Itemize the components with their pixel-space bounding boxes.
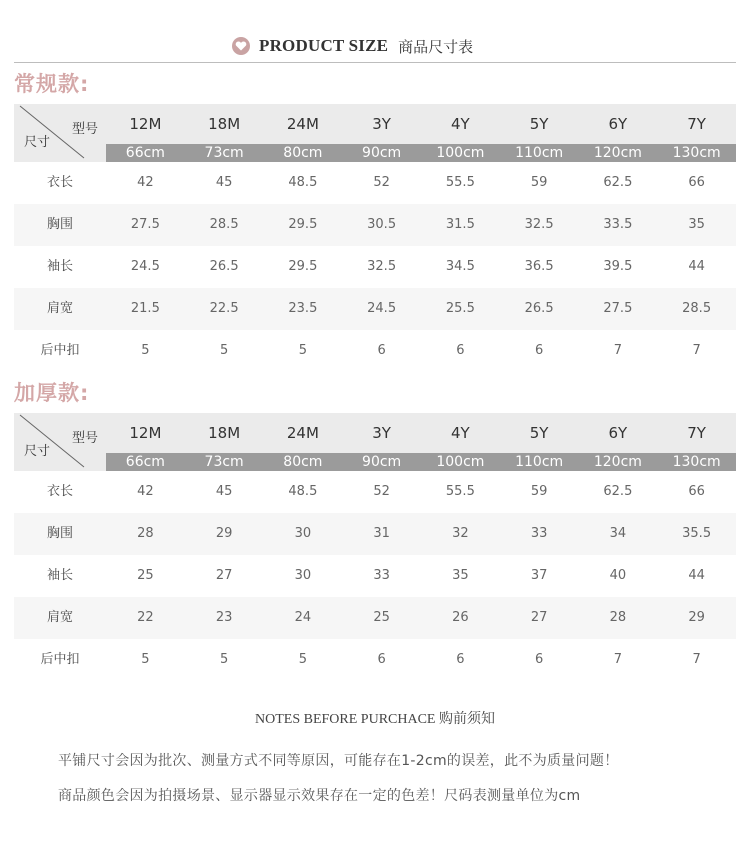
note-line: 商品颜色会因为拍摄场景、显示器显示效果存在一定的色差！尺码表测量单位为cm [58, 788, 581, 804]
table-cell: 31 [373, 526, 390, 541]
table-cell: 45 [215, 484, 233, 499]
page-title-cn: 商品尺寸表 [398, 37, 474, 56]
height-column-header: 130cm [672, 145, 721, 161]
size-column-header: 7Y [687, 115, 706, 133]
table-cell: 6 [377, 652, 386, 667]
table-cell: 33 [373, 568, 390, 583]
table-cell: 23.5 [288, 301, 318, 316]
table-cell: 5 [219, 343, 229, 358]
height-column-header: 130cm [672, 454, 721, 470]
table-cell: 42 [137, 175, 154, 190]
table-cell: 7 [692, 652, 701, 667]
table-row [14, 330, 736, 372]
height-column-header: 90cm [362, 145, 402, 161]
table-cell: 45 [215, 175, 233, 190]
table-cell: 25 [373, 610, 390, 625]
table-cell: 29 [688, 610, 705, 625]
height-column-header: 110cm [515, 454, 564, 470]
table-cell: 30.5 [367, 217, 397, 232]
table-cell: 5 [298, 652, 308, 667]
table-cell: 30 [294, 526, 312, 541]
row-label: 胸围 [46, 526, 73, 541]
table-row [14, 597, 736, 639]
table-row [14, 162, 736, 204]
corner-label-model: 型号 [71, 431, 98, 446]
table-cell: 35 [688, 217, 705, 232]
table-row [14, 555, 736, 597]
table-cell: 42 [137, 484, 154, 499]
row-label: 衣长 [46, 175, 73, 190]
size-column-header: 3Y [372, 424, 391, 442]
table-cell: 59 [530, 175, 548, 190]
size-column-header: 12M [129, 115, 162, 133]
corner-cell [14, 413, 106, 471]
table-cell: 24 [294, 610, 312, 625]
height-column-header: 100cm [436, 454, 485, 470]
size-table-thick [14, 413, 736, 681]
height-column-header: 100cm [436, 145, 485, 161]
row-label: 肩宽 [46, 610, 73, 625]
table-cell: 6 [456, 652, 465, 667]
size-column-header: 24M [286, 115, 319, 133]
table-cell: 28 [609, 610, 627, 625]
corner-label-size: 尺寸 [24, 135, 51, 150]
row-label: 后中扣 [40, 343, 80, 358]
table-cell: 29.5 [288, 217, 318, 232]
table-cell: 27.5 [130, 217, 160, 232]
size-column-header: 7Y [687, 424, 706, 442]
page-title: PRODUCT SIZE [259, 36, 389, 55]
table-cell: 36.5 [524, 259, 554, 274]
height-column-header: 80cm [283, 454, 323, 470]
height-column-header: 120cm [593, 145, 642, 161]
table-cell: 25 [137, 568, 154, 583]
table-row [14, 246, 736, 288]
table-header-row [14, 104, 736, 162]
size-column-header: 5Y [529, 424, 549, 442]
table-cell: 6 [534, 652, 544, 667]
row-label: 衣长 [46, 484, 73, 499]
size-column-header: 18M [208, 424, 241, 442]
table-cell: 28.5 [682, 301, 712, 316]
height-column-header: 120cm [593, 454, 642, 470]
table-cell: 28.5 [209, 217, 239, 232]
table-row [14, 471, 736, 513]
table-cell: 5 [141, 343, 150, 358]
table-cell: 40 [609, 568, 627, 583]
table-cell: 23 [215, 610, 233, 625]
row-label: 肩宽 [46, 301, 73, 316]
table-cell: 55.5 [445, 175, 475, 190]
height-column-header: 73cm [204, 454, 244, 470]
size-column-header: 3Y [372, 115, 391, 133]
header [0, 26, 750, 62]
table-cell: 52 [373, 175, 390, 190]
table-cell: 27 [215, 568, 233, 583]
table-cell: 29 [215, 526, 233, 541]
table-cell: 33 [530, 526, 548, 541]
table-cell: 66 [688, 175, 705, 190]
table-cell: 44 [688, 568, 705, 583]
table-cell: 21.5 [130, 301, 160, 316]
row-label: 胸围 [46, 217, 73, 232]
table-cell: 33.5 [603, 217, 633, 232]
note-line: 平铺尺寸会因为批次、测量方式不同等原因，可能存在1-2cm的误差，此不为质量问题！ [58, 753, 619, 769]
table-row [14, 513, 736, 555]
size-column-header: 18M [208, 115, 241, 133]
size-column-header: 24M [286, 424, 319, 442]
section-title-regular: 常规款: [14, 72, 90, 96]
table-cell: 59 [530, 484, 548, 499]
table-row [14, 639, 736, 681]
table-cell: 62.5 [603, 484, 633, 499]
table-cell: 32.5 [524, 217, 554, 232]
table-cell: 44 [688, 259, 705, 274]
table-cell: 5 [298, 343, 308, 358]
size-column-header: 5Y [529, 115, 549, 133]
table-cell: 7 [613, 343, 623, 358]
corner-label-size: 尺寸 [24, 444, 51, 459]
size-column-header: 6Y [608, 115, 628, 133]
table-cell: 48.5 [288, 175, 318, 190]
height-column-header: 80cm [283, 145, 323, 161]
table-cell: 5 [219, 652, 229, 667]
table-cell: 22.5 [209, 301, 239, 316]
table-cell: 29.5 [288, 259, 318, 274]
header-divider [14, 62, 736, 63]
table-cell: 52 [373, 484, 390, 499]
table-cell: 27 [530, 610, 548, 625]
heart-badge-icon [232, 37, 250, 55]
height-column-header: 73cm [204, 145, 244, 161]
table-cell: 24.5 [130, 259, 160, 274]
table-cell: 55.5 [445, 484, 475, 499]
table-cell: 39.5 [603, 259, 633, 274]
height-column-header: 66cm [125, 454, 165, 470]
section-title-thick: 加厚款: [14, 381, 90, 405]
table-cell: 7 [692, 343, 701, 358]
table-cell: 26 [452, 610, 469, 625]
table-cell: 32.5 [367, 259, 397, 274]
size-column-header: 4Y [451, 424, 470, 442]
title-group [232, 32, 473, 60]
corner-label-model: 型号 [71, 122, 98, 137]
table-cell: 26.5 [209, 259, 239, 274]
table-cell: 5 [141, 652, 150, 667]
table-cell: 37 [530, 568, 548, 583]
table-cell: 28 [137, 526, 154, 541]
table-cell: 30 [294, 568, 312, 583]
size-column-header: 4Y [451, 115, 470, 133]
height-column-header: 90cm [362, 454, 402, 470]
table-cell: 7 [613, 652, 623, 667]
table-cell: 66 [688, 484, 705, 499]
row-label: 后中扣 [40, 652, 80, 667]
table-cell: 35.5 [682, 526, 712, 541]
table-cell: 24.5 [367, 301, 397, 316]
row-label: 袖长 [46, 568, 73, 583]
table-cell: 25.5 [445, 301, 475, 316]
table-cell: 31.5 [445, 217, 475, 232]
table-cell: 27.5 [603, 301, 633, 316]
height-column-header: 110cm [515, 145, 564, 161]
table-cell: 34 [609, 526, 627, 541]
corner-cell [14, 104, 106, 162]
height-column-header: 66cm [125, 145, 165, 161]
table-cell: 26.5 [524, 301, 554, 316]
table-cell: 35 [452, 568, 469, 583]
table-cell: 48.5 [288, 484, 318, 499]
table-row [14, 204, 736, 246]
size-column-header: 6Y [608, 424, 628, 442]
size-table-regular [14, 104, 736, 372]
table-cell: 6 [377, 343, 386, 358]
table-cell: 34.5 [445, 259, 475, 274]
table-cell: 62.5 [603, 175, 633, 190]
table-row [14, 288, 736, 330]
table-header-row [14, 413, 736, 471]
row-label: 袖长 [46, 259, 73, 274]
table-cell: 22 [137, 610, 154, 625]
notes-title: NOTES BEFORE PURCHACE 购前须知 [255, 712, 495, 727]
table-cell: 6 [456, 343, 465, 358]
table-cell: 6 [534, 343, 544, 358]
table-cell: 32 [452, 526, 469, 541]
size-column-header: 12M [129, 424, 162, 442]
